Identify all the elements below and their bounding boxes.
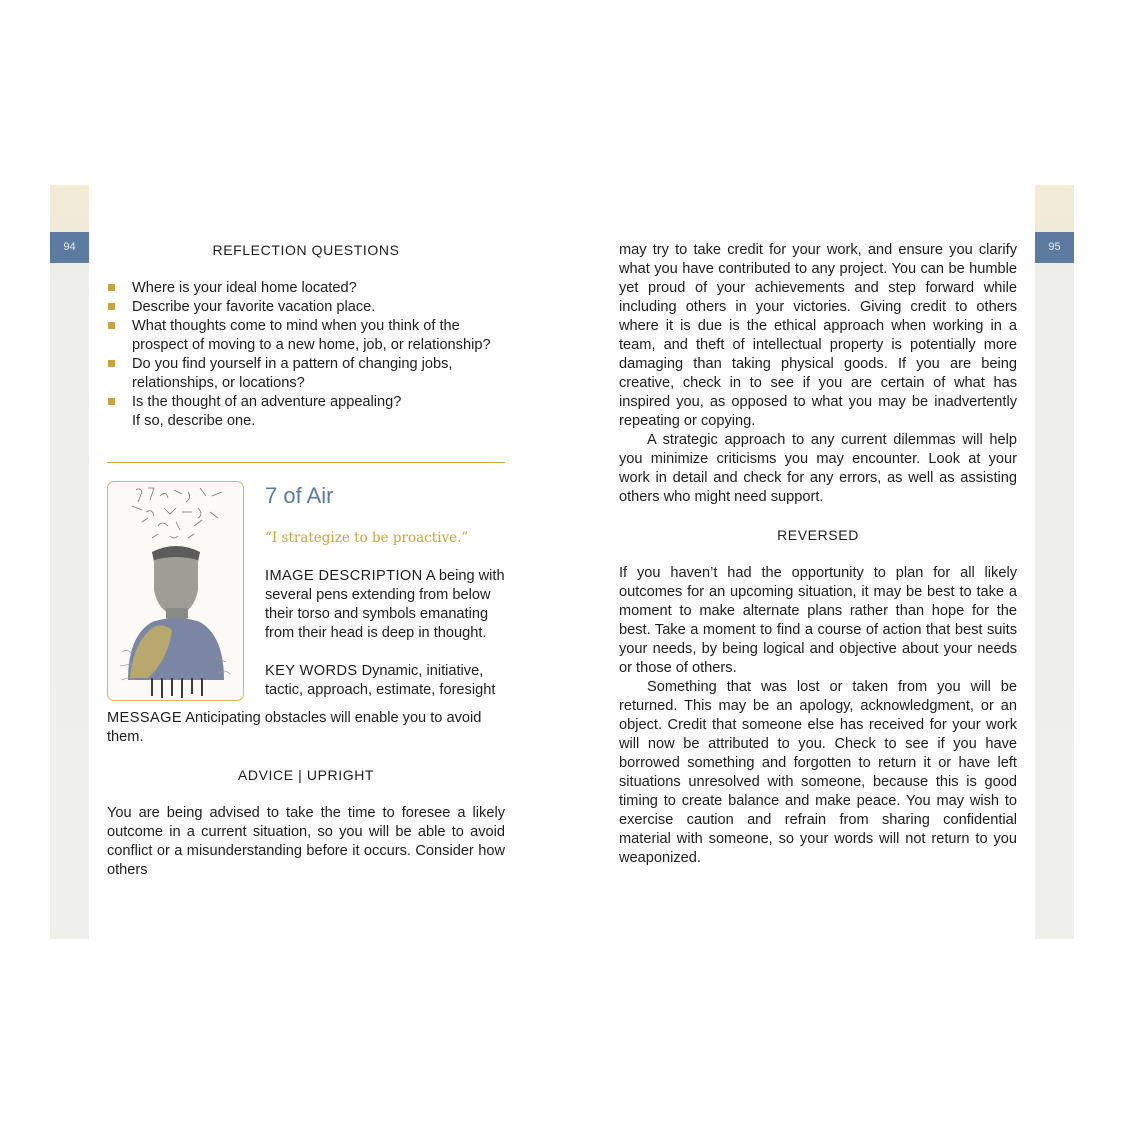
list-item: Describe your favorite vacation place. [107,298,505,317]
bullet-icon [108,284,115,291]
message-label: MESSAGE [107,710,182,726]
tarot-card-image [107,481,244,701]
left-page [107,241,505,880]
continued-paragraph: may try to take credit for your work, and ensure you clarify what you have contributed to any project. You can be humble yet proud of your achievements and step forward while including others in your victories. Giving credit to others where it is due is the ethical approach when working in a team, and theft of intellectual property is potentially more damaging than taking physical goods. If you are being creative, check in to see if you are certain of what has inspired you, as opposed to what you may be inadvertently repeating or copying. [619,242,1017,429]
key-words-text: Dynamic, initiative, tactic, approach, estimate, foresight [265,663,496,698]
reflection-heading: REFLECTION QUESTIONS [212,242,400,258]
advice-heading: ADVICE | UPRIGHT [237,767,375,783]
list-item: Do you find yourself in a pattern of changing jobs, relationships, or locations? [107,355,505,393]
returned-paragraph: Something that was lost or taken from you will be returned. This may be an apology, acknowledgment, or an object. Credit that someone else has received for your work will now be attributed to you. Check to see if you have borrowed something and forgotten to return it or have left situations unresolved with someone, because this is good timing to create balance and make peace. You may wish to exercise caution and refrain from sharing confidential material with someone, so your words will not return to you weaponized. [619,679,1017,866]
image-description [265,567,505,643]
list-item: Where is your ideal home located? [107,279,505,298]
right-page [619,241,1017,868]
strategic-paragraph: A strategic approach to any current dilemmas will help you minimize criticisms you may encounter. Look at your work in detail and check for any errors, as well as assisting others who might need support. [619,432,1017,505]
bullet-icon [108,360,115,367]
message-text: Anticipating obstacles will enable you to avoid them. [107,710,482,745]
book-spread [50,185,1074,939]
bullet-icon [108,303,115,310]
left-margin-strip [50,185,89,939]
page-number-right: 95 [1035,232,1074,263]
message [107,709,505,747]
pensive-figure-illustration [108,482,243,700]
bullet-icon [108,322,115,329]
advice-paragraph: You are being advised to take the time to foresee a likely outcome in a current situation, so you will be able to avoid conflict or a misunderstanding before it occurs. Consider how others [107,805,505,878]
key-words [265,662,505,700]
list-item: Is the thought of an adventure appealing? If so, describe one. [107,393,505,431]
right-margin-strip [1035,185,1074,939]
reflection-questions [107,279,505,431]
bullet-icon [108,398,115,405]
page-number-left: 94 [50,232,89,263]
card-affirmation: “I strategize to be proactive.” [265,530,469,546]
key-words-label: KEY WORDS [265,663,358,679]
list-item: What thoughts come to mind when you think of the prospect of moving to a new home, job, or relationship? [107,317,505,355]
image-description-text: A being with several pens extending from below their torso and symbols emanating from their head is deep in thought. [265,568,505,641]
card-section [107,481,505,709]
image-description-label: IMAGE DESCRIPTION [265,568,423,584]
card-title: 7 of Air [265,483,334,508]
reversed-heading: REVERSED [777,527,859,543]
reversed-paragraph: If you haven’t had the opportunity to plan for all likely outcomes for an upcoming situation, it may be best to take a moment to make alternate plans rather than hope for the best. Take a moment to find a course of action that best suits your needs, by being logical and objective about your needs or those of others. [619,565,1017,676]
